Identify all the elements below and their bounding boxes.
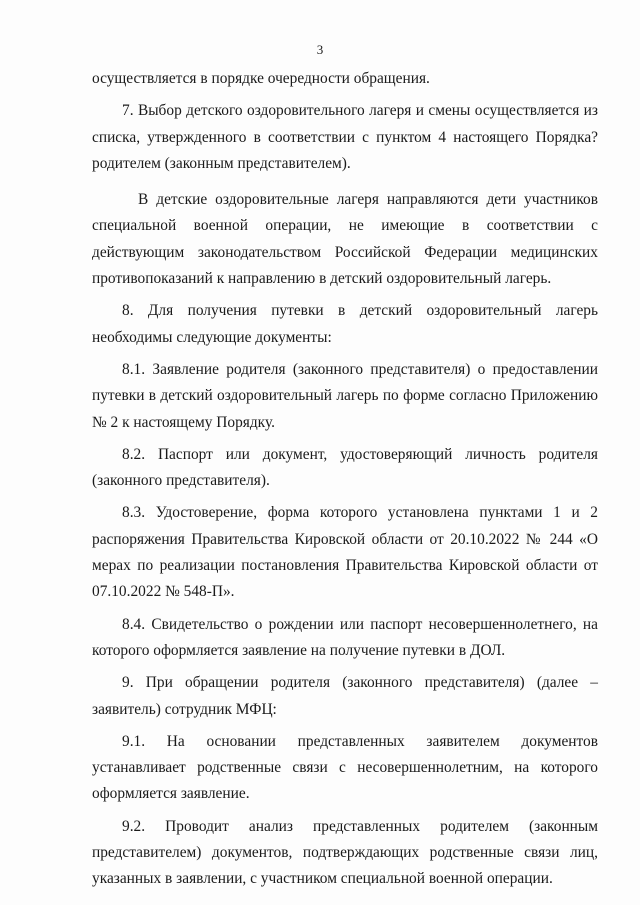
paragraph-item-9-2: 9.2. Проводит анализ представленных родителем (законным представителем) документов, подтверждающих родственные связи лиц, указанных в заявлении, с участником специальной военной операции. [92, 817, 598, 888]
paragraph-item-7: 7. Выбор детского оздоровительного лагеря и смены осуществляется из списка, утвержденного в соответствии с пунктом 4 настоящего Порядка? родителем (законным представителем). [92, 102, 598, 172]
page-number: 3 [316, 42, 324, 57]
paragraph-item-9-1: 9.1. На основании представленных заявителем документов устанавливает родственные связи с несовершеннолетним, на которого оформляется заявление. [92, 732, 598, 803]
paragraph-camp-children: В детские оздоровительные лагеря направляются дети участников специальной военной операции, не имеющие в соответствии с действующим законодательством Российской Федерации медицинских противопоказаний к направлению в детский оздоровительный лагерь. [92, 191, 598, 288]
paragraph-item-8-4: 8.4. Свидетельство о рождении или паспорт несовершеннолетнего, на которого оформляется заявление на получение путевки в ДОЛ. [92, 615, 598, 659]
paragraph-item-8-1: 8.1. Заявление родителя (законного представителя) о предоставлении путевки в детский оздоровительный лагерь по форме согласно Приложению № 2 к настоящему Порядку. [92, 360, 598, 431]
paragraph-item-8-2: 8.2. Паспорт или документ, удостоверяющий личность родителя (законного представителя). [92, 445, 598, 490]
paragraph-item-8: 8. Для получения путевки в детский оздоровительный лагерь необходимы следующие документы: [92, 302, 598, 346]
paragraph-continuation: осуществляется в порядке очередности обращения. [92, 70, 430, 87]
paragraph-item-8-3: 8.3. Удостоверение, форма которого установлена пунктами 1 и 2 распоряжения Правительства Кировской области от 20.10.2022 № 244 «О мерах по реализации постановления Правительства Кировской области от 07.10.2022 № 548-П». [92, 504, 598, 601]
paragraph-item-9: 9. При обращении родителя (законного представителя) (далее – заявитель) сотрудник МФЦ: [92, 674, 598, 718]
document-body [92, 66, 598, 893]
